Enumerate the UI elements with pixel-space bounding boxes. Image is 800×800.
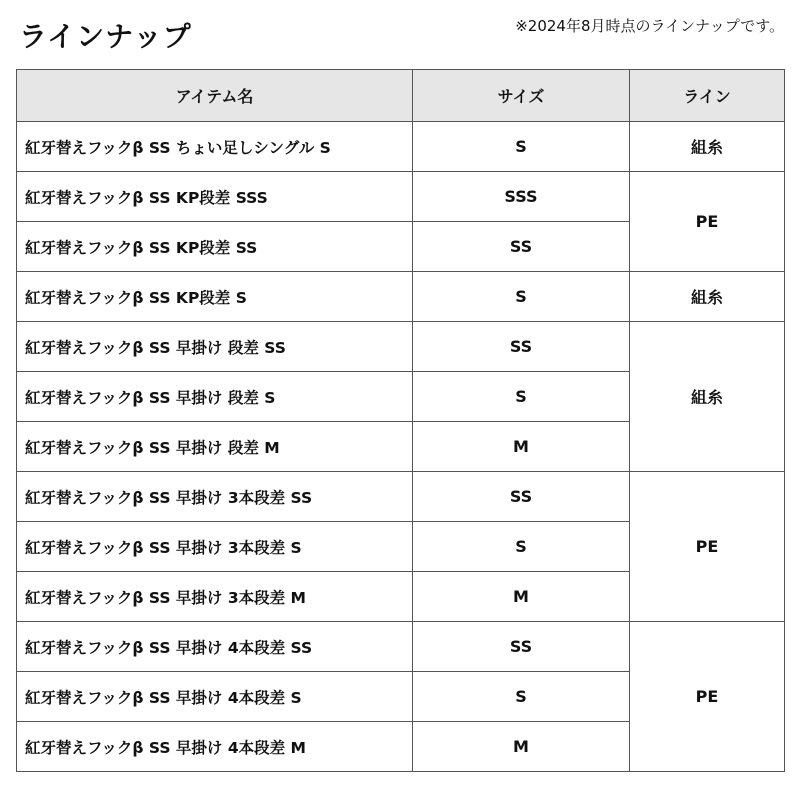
item-name-cell: 紅牙替えフックβ SS 早掛け 3本段差 M (17, 572, 413, 622)
table-row (17, 272, 785, 322)
size-cell: SS (413, 622, 630, 672)
line-type-cell: 組糸 (630, 272, 785, 322)
line-type-cell: PE (630, 472, 785, 622)
line-type-cell: 組糸 (630, 122, 785, 172)
table-row (17, 622, 785, 672)
size-cell: M (413, 422, 630, 472)
item-name-cell: 紅牙替えフックβ SS 早掛け 4本段差 M (17, 722, 413, 772)
item-name-cell: 紅牙替えフックβ SS KP段差 SSS (17, 172, 413, 222)
column-header-item-name: アイテム名 (17, 70, 413, 122)
size-cell: SSS (413, 172, 630, 222)
page-title: ラインナップ (19, 20, 192, 53)
table-row (17, 322, 785, 372)
lineup-table (16, 69, 785, 772)
table-row (17, 172, 785, 222)
size-cell: S (413, 372, 630, 422)
size-cell: SS (413, 222, 630, 272)
column-header-line: ライン (630, 70, 785, 122)
item-name-cell: 紅牙替えフックβ SS 早掛け 4本段差 S (17, 672, 413, 722)
size-cell: M (413, 722, 630, 772)
line-type-cell: 組糸 (630, 322, 785, 472)
size-cell: S (413, 122, 630, 172)
item-name-cell: 紅牙替えフックβ SS 早掛け 3本段差 S (17, 522, 413, 572)
table-row (17, 122, 785, 172)
item-name-cell: 紅牙替えフックβ SS 早掛け 段差 SS (17, 322, 413, 372)
column-header-size: サイズ (413, 70, 630, 122)
size-cell: SS (413, 322, 630, 372)
item-name-cell: 紅牙替えフックβ SS KP段差 S (17, 272, 413, 322)
item-name-cell: 紅牙替えフックβ SS 早掛け 4本段差 SS (17, 622, 413, 672)
item-name-cell: 紅牙替えフックβ SS KP段差 SS (17, 222, 413, 272)
table-row (17, 472, 785, 522)
size-cell: SS (413, 472, 630, 522)
line-type-cell: PE (630, 622, 785, 772)
size-cell: M (413, 572, 630, 622)
size-cell: S (413, 672, 630, 722)
item-name-cell: 紅牙替えフックβ SS 早掛け 段差 M (17, 422, 413, 472)
size-cell: S (413, 272, 630, 322)
table-header-row (17, 70, 785, 122)
line-type-cell: PE (630, 172, 785, 272)
item-name-cell: 紅牙替えフックβ SS 早掛け 3本段差 SS (17, 472, 413, 522)
size-cell: S (413, 522, 630, 572)
lineup-note: ※2024年8月時点のラインナップです。 (515, 17, 784, 35)
item-name-cell: 紅牙替えフックβ SS 早掛け 段差 S (17, 372, 413, 422)
item-name-cell: 紅牙替えフックβ SS ちょい足しシングル S (17, 122, 413, 172)
